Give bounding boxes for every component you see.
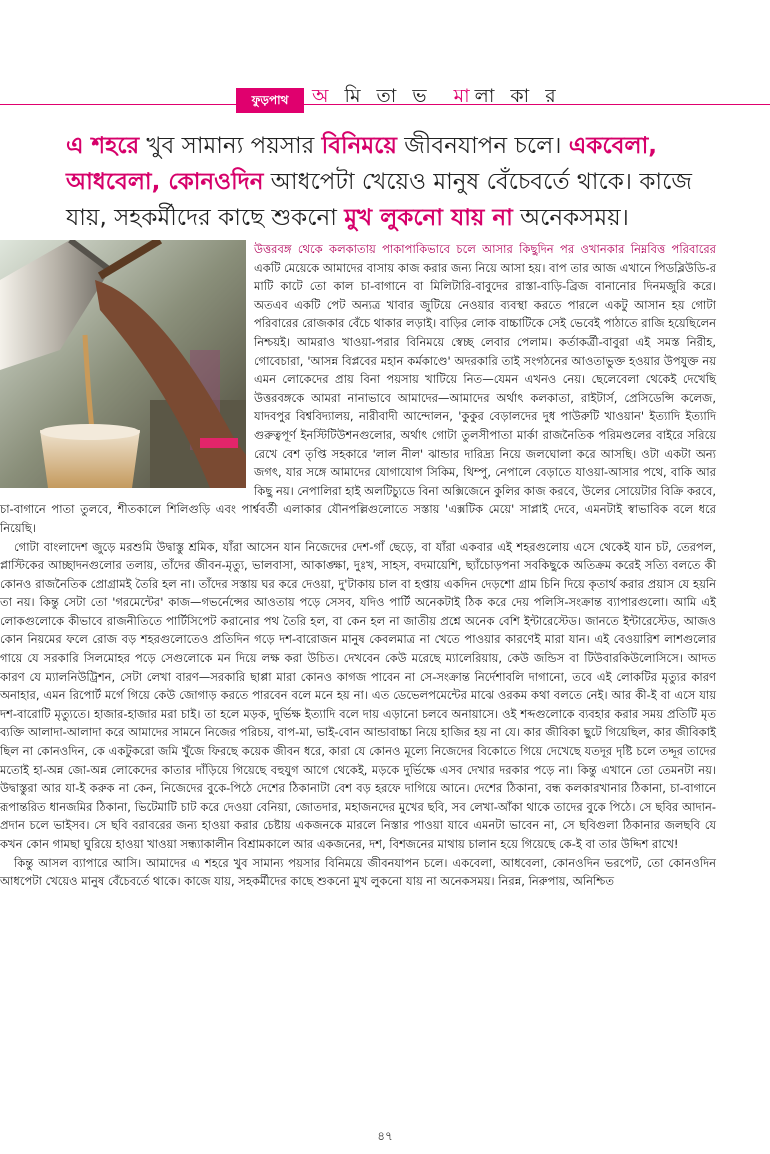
standfirst-part: মুখ লুকনো যায় না [344,205,513,231]
standfirst-part: একবেলা, আধবেলা, কোনওদিন [66,133,657,195]
standfirst [66,128,706,236]
section-tag: ফুড়পাথ [236,88,304,113]
tea-pouring-photo [0,240,246,488]
standfirst-part: জীবনযাপন চলে। [396,133,569,159]
author-name [312,84,561,108]
page-number: ৪৭ [377,1129,393,1143]
article-paragraph: গোটা বাংলাদেশ জুড়ে মরশুমি উদ্বাস্তু শ্রমিক, যাঁরা আসেন যান নিজেদের দেশ-গাঁ ছেড়ে, বা যাঁরা একবার এই শহরগুলোয় এসে থেকেই যান চট, তেরপল, প্লাস্টিকের আচ্ছাদনগুলোর তলায়, তাঁদের জীবন-মৃত্যু, ভালবাসা, আকাঙ্ক্ষা, দুঃখ, সাহস, বদমায়েশি, ছ্যাঁচোড়পনা সবকিছুকে অতিক্রম করেই সত্যি বলতে কী কোনও রাজনৈতিক প্রোগ্রামই তৈরি হল না। তাঁদের সস্তায় ঘর করে দেওয়া, দু'টাকায় চাল বা হপ্তায় একদিন দেড়শো গ্রাম চিনি দিয়ে কৃতার্থ করার প্রয়াস যে হয়নি তা নয়। কিন্তু সেটা তো 'গরমেন্টের' কাজ—গভর্নেন্সের আওতায় পড়ে সেসব, যদিও পার্টি অনেকটাই ঠিক করে দেয় পলিসি-সংক্রান্ত ব্যাপারগুলো। আমি এই লোকগুলোকে কীভাবে রাজনীতিতে পার্টিসিপেট করানোর পথ তৈরি হল, বা কেন হল না জাতীয় প্রশ্নে অনেক বেশি ইন্টারেস্টেড। জানতে ইন্টারেস্টেড, আজও কোন নিয়মের ফলে রোজ বড় শহরগুলোতেও প্রতিদিন গড়ে দশ-বারোজন মানুষ কেবলমাত্র না খেতে পাওয়ার কারণেই মারা যান। এই বেওয়ারিশ লাশগুলোর গায়ে যে সরকারি সিলমোহর পড়ে সেগুলোকে মন দিয়ে লক্ষ করা উচিত। দেখবেন কেউ মরেছে ম্যালেরিয়ায়, কেউ জন্ডিস বা টিউবারকিউলোসিসে। আদত কারণ যে ম্যালনিউট্রিশন, সেটা লেখা বারণ—সরকারি ছাপ্পা মারা কোনও কাগজ পাবেন না সে-সংক্রান্ত নির্দেশাবলি দাগানো, তবে এই লোকটির মৃত্যুর কারণ অনাহার, এমন রিপোর্ট মর্গে গিয়ে কেউ জোগাড় করতে পারবেন বলে মনে হয় না। এত ডেভেলপমেন্টের মাঝে ওরকম কথা বলতে নেই। আর কী-ই বা এসে যায় দশ-বারোটি মৃত্যুতে। হাজার-হাজার মরা চাই। তা হলে মড়ক, দুর্ভিক্ষ ইত্যাদি বলে দায় এড়ানো চলবে অনায়াসে। ওই শব্দগুলোকে ব্যবহার করার সময় প্রতিটি মৃত ব্যক্তি আলাদা-আলাদা করে আমাদের সামনে নিজের পরিচয়, বাপ-মা, ভাই-বোন আন্ডাবাচ্চা নিয়ে হাজির হয় না যে। কার জীবিকা ছুটে গিয়েছিল, কার জীবিকাই ছিল না কোনওদিন, কে একটুকরো জমি খুঁজে ফিরছে কয়েক জীবন ধরে, কারা যে কোনও মূল্যে নিজেদের বিকোতে গিয়ে দেখেছে যতদূর দৃষ্টি চলে তদ্দূর তাদের মতোই হা-অন্ন জো-অন্ন লোকেদের কাতার দাঁড়িয়ে গিয়েছে বহুযুগ আগে থেকেই, মড়কে দুর্ভিক্ষে এসব দেখার দরকার পড়ে না। কিন্তু এখানে তো তেমনটা নয়। উদ্বাস্তুরা আর যা-ই করুক না কেন, নিজেদের বুকে-পিঠে দেশের ঠিকানাটা বেশ বড় হরফে দাগিয়ে আনে। দেশের ঠিকানা, বন্ধ কলকারখানার ঠিকানা, চা-বাগানে রূপান্তরিত ধানজমির ঠিকানা, ভিটেমাটি চাট করে দেওয়া বেনিয়া, জোতদার, মহাজনদের মুখের ছবি, সব লেখা-আঁকা থাকে তাদের বুকে পিঠে। সে ছবির আদান-প্রদান চলে ভাইসব। সে ছবি বরাবরের জন্য হাওয়া করার চেষ্টায় একজনকে মারলে নিস্তার পাওয়া যাবে এমনটা ভাবেন না, সে ছবিগুলা ঠিকানার জলছবি যে কখন কোন গামছা ঘুরিয়ে হাওয়া খাওয়া সন্ধ্যাকালীন বিশ্রামকালে আর একজনের, দশ, বিশজনের মাথায় চালান হয়ে গিয়েছে কে-ই বা তার উদ্দিশ রাখে! [0,539,716,851]
tea-photo-illustration [0,240,246,488]
article-lead: উত্তরবঙ্গ থেকে কলকাতায় পাকাপাকিভাবে চলে আসার কিছুদিন পর ওখানকার নিম্নবিত্ত পরিবারের [254,242,716,256]
standfirst-part: আধপেটা খেয়েও মানুষ বেঁচেবর্তে থাকে। কাজে যায়, সহকর্মীদের কাছে শুকনো [66,169,692,231]
author-last-initial: মা [453,85,475,107]
article-body [0,240,716,1120]
paragraph-1-text: একটি মেয়েকে আমাদের বাসায় কাজ করার জন্য নিয়ে আসা হয়। বাপ তার আজ এখানে পিডব্লিউডি-র মাটি কাটে তো কাল চা-বাগানে বা মিলিটারি-বাবুদের রাস্তা-বাড়ি-ব্রিজ বানানোর দিনমজুরি করে। অতএব একটি পেট অন্যত্র খাবার জুটিয়ে নেওয়ার ব্যবস্থা করতে পারলে একটু আসান হয় গোটা পরিবারের রোজকার বেঁচে থাকার লড়াই। বাড়ির লোক বাচ্চাটিকে সেই ভেবেই পাঠাতে রাজি হয়েছিলেন নিশ্চয়ই। আমরাও খাওয়া-পরার বিনিময়ে স্বেচ্ছ লেবার পেলাম। কর্তাকর্ত্রী-বাবুরা এই সমস্ত নিরীহ, গোবেচারা, 'আসন্ন বিপ্লবের মহান কর্মকাণ্ডে' অদরকারি তাই সংগঠনের আওতাভুক্ত হওয়ার উপযুক্ত নয় এমন লোকেদের প্রায় বিনা পয়সায় খাটিয়ে নিত—যেমন এখনও নেয়। ছেলেবেলা থেকেই দেখেছি উত্তরবঙ্গকে আমরা নানাভাবে আমাদের—আমাদের অর্থাৎ কলকাতা, রাইটার্স, প্রেসিডেন্সি কলেজ, যাদবপুর বিশ্ববিদ্যালয়, নারীবাদী আন্দোলন, 'কুকুর বেড়ালদের দুধ পাউরুটি খাওয়ান' ইত্যাদি ইত্যাদি গুরুত্বপূর্ণ ইনস্টিটিউশনগুলোর, অর্থাৎ গোটা তুলসীপাতা মার্কা রাজনৈতিক পরিমণ্ডলের বাইরে সরিয়ে রেখে বেশ তৃপ্তি সহকারে 'লাল নীল' ঝান্ডার দারিদ্র্য নিয়ে জলঘোলা করে আসছি। ওটা একটা অন্য জগৎ, যার সঙ্গে আমাদের যোগাযোগ সিকিম, থিম্পু, নেপালে বেড়াতে যাওয়া-আসার পথে, বাকি আর কিছু নয়। নেপালিরা হাই অলটিচ্যুডে বিনা অক্সিজেনে কুলির কাজ করবে, উলের সোয়েটার বিক্রি করবে, চা-বাগানে পাতা তুলবে, শীতকালে শিলিগুড়ি এবং পার্শ্ববর্তী এলাকার যৌনপল্লিগুলোতে সস্তায় 'এক্সটিক মেয়ে' সাপ্লাই দেবে, এমনটাই স্বাভাবিক বলে ধরে নিয়েছি। [0,260,716,535]
standfirst-part: অনেকসময়। [512,205,629,231]
article-paragraph: কিন্তু আসল ব্যাপারে আসি। আমাদের এ শহরে খুব সামান্য পয়সার বিনিময়ে জীবনযাপন চলে। একবেলা, আধবেলা, কোনওদিন ভরপেট, তো কোনওদিন আধপেটা খেয়েও মানুষ বেঁচেবর্তে থাকে। কাজে যায়, সহকর্মীদের কাছে শুকনো মুখ লুকনো যায় না অনেকসময়। নিরন্ন, নিরুপায়, অনিশ্চিত [0,855,716,889]
author-last-rest: লা কা র [474,85,561,107]
standfirst-part: বিনিময়ে [321,133,397,159]
author-first-initial: অ [312,85,334,107]
standfirst-part: এ শহরে [66,133,140,159]
standfirst-part: খুব সামান্য পয়সার [139,133,322,159]
author-first-rest: মি তা ভ [344,85,432,107]
header [0,80,770,114]
